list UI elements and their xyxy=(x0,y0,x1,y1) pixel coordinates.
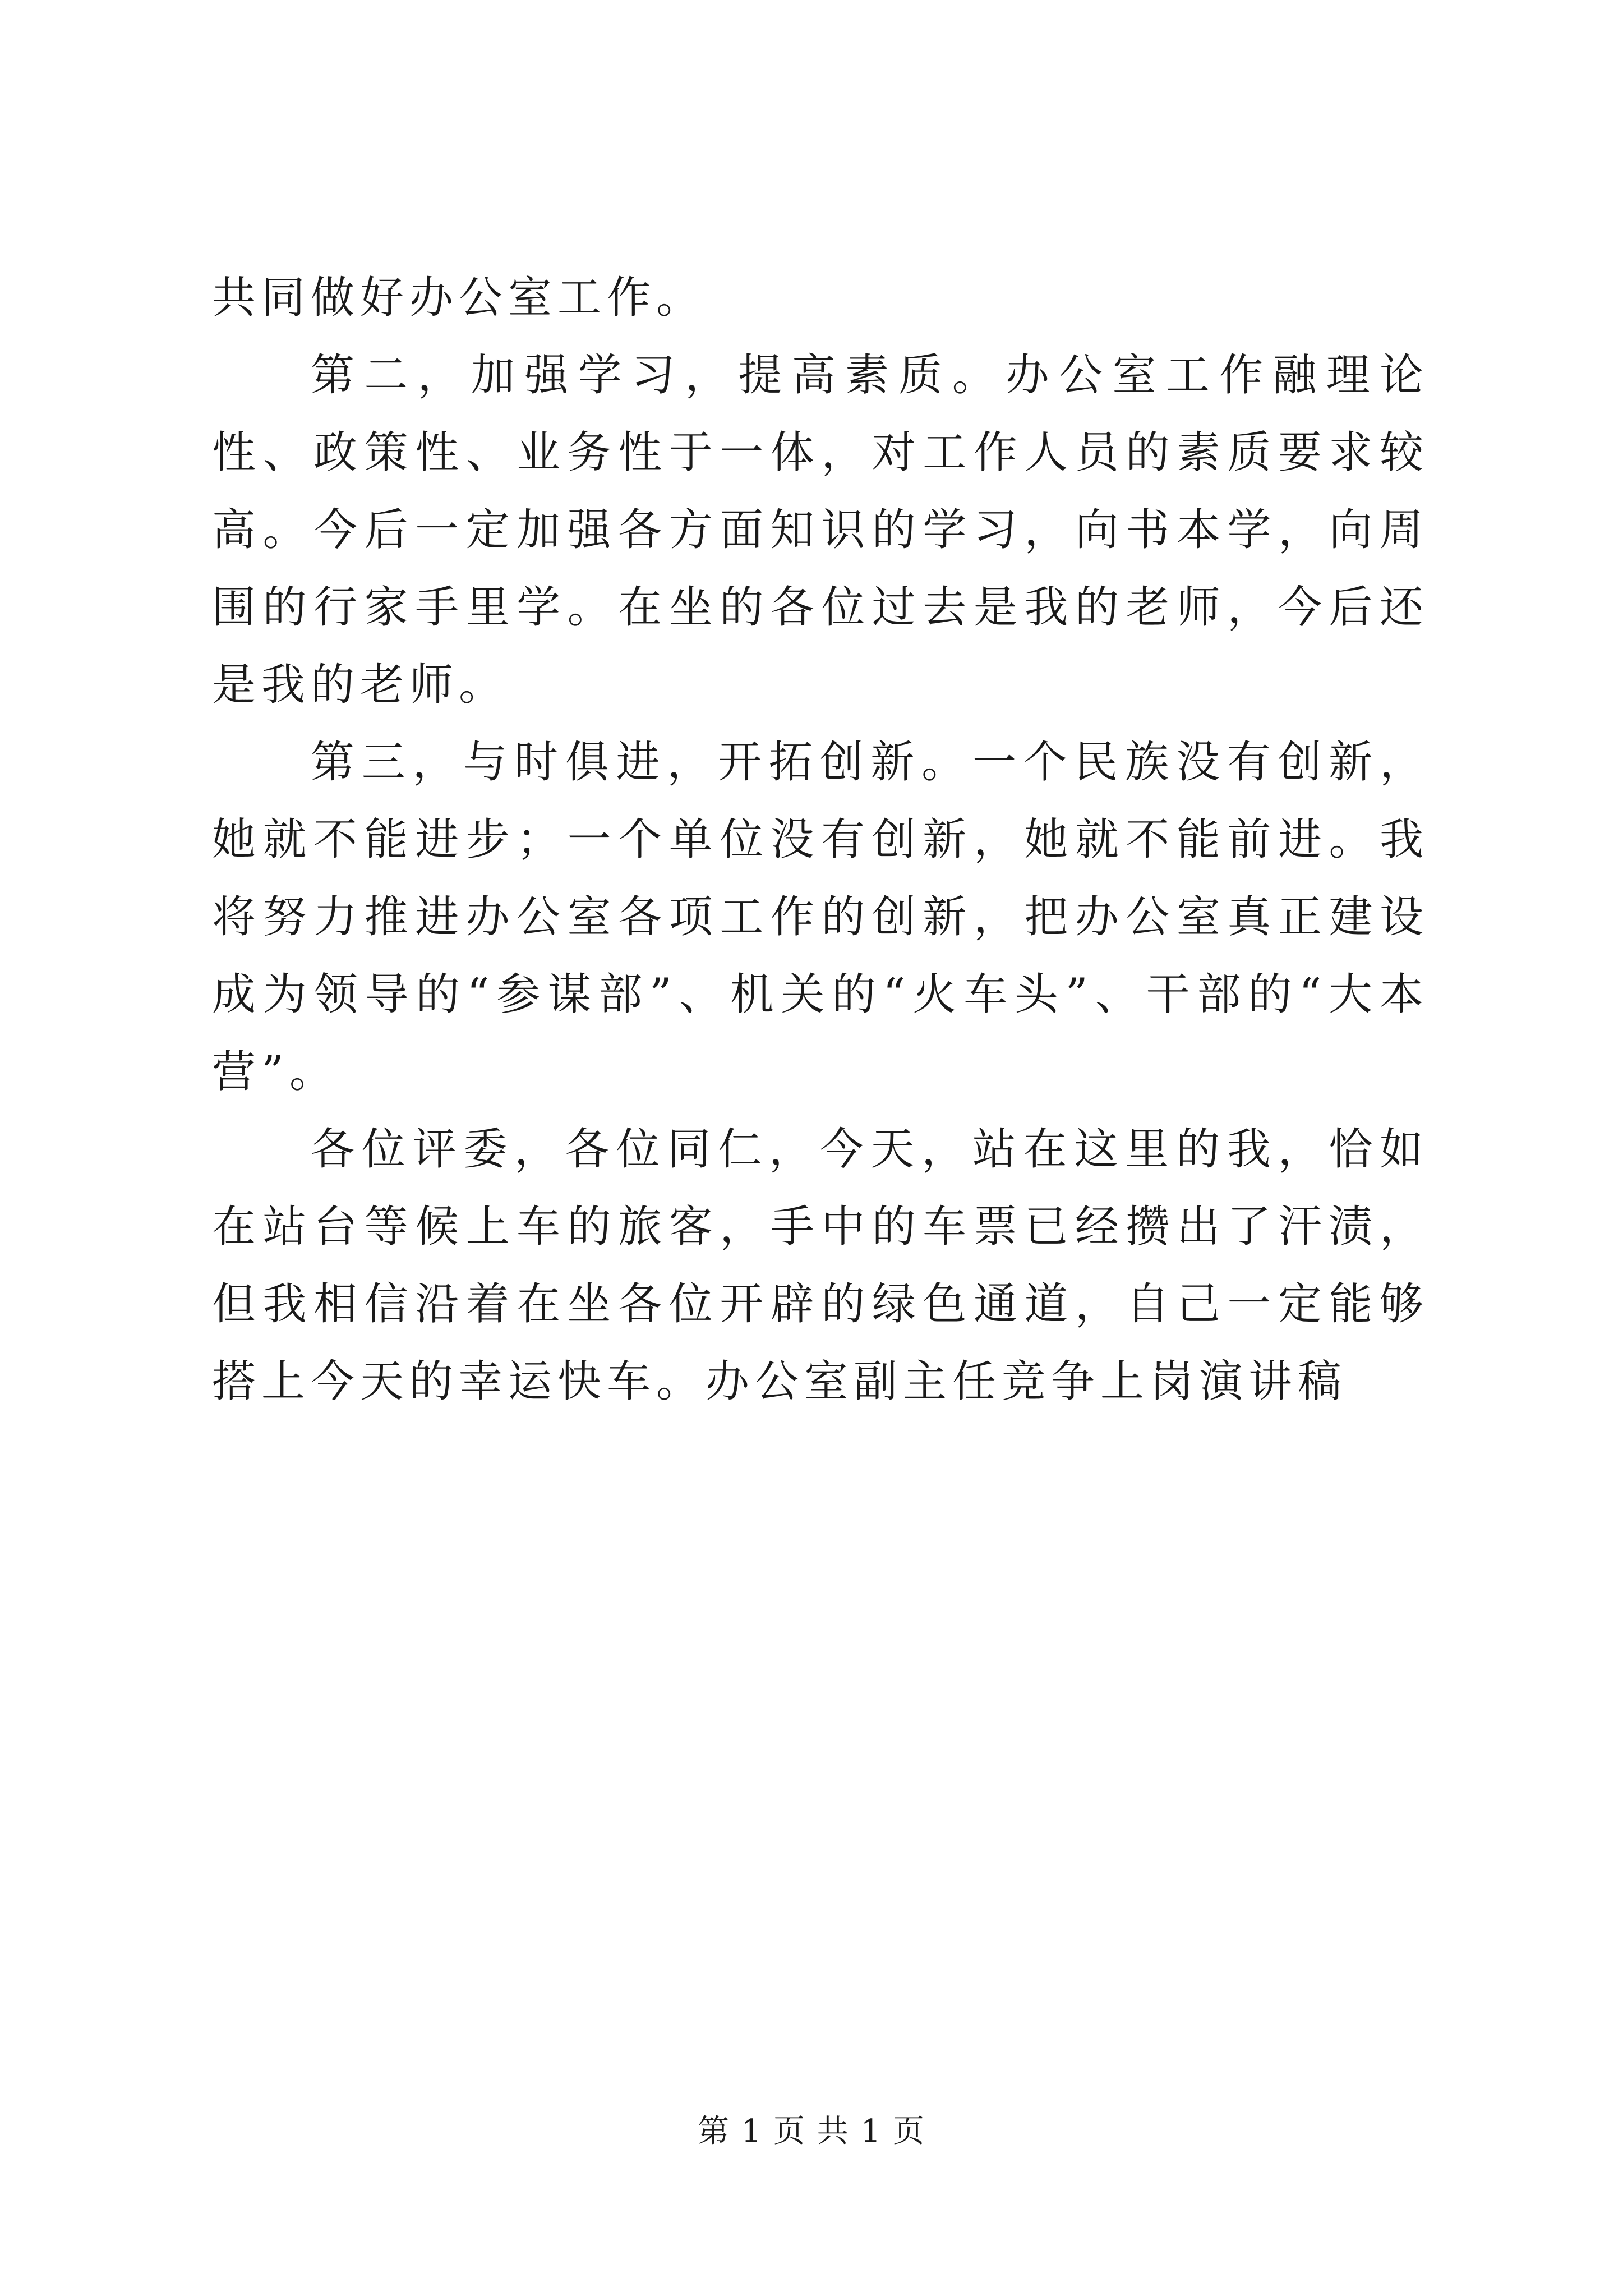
paragraph-continuation: 共同做好办公室工作。 xyxy=(212,273,706,323)
paragraph-innovation: 第三，与时俱进，开拓创新。一个民族没有创新，她就不能进步；一个单位没有创新，她就不能前进。我将努力推进办公室各项工作的创新，把办公室真正建设成为领导的“参谋部”、机关的“火车头”、干部的“大本营”。 xyxy=(212,737,1429,1097)
page-footer: 第 1 页 共 1 页 xyxy=(697,2113,926,2150)
paragraph-closing: 各位评委，各位同仁，今天，站在这里的我，恰如在站台等候上车的旅客，手中的车票已经攒出了汗渍，但我相信沿着在坐各位开辟的绿色通道，自己一定能够搭上今天的幸运快车。办公室副主任竞争上岗演讲稿 xyxy=(212,1124,1429,1407)
paragraph-study: 第二，加强学习，提高素质。办公室工作融理论性、政策性、业务性于一体，对工作人员的素质要求较高。今后一定加强各方面知识的学习，向书本学，向周围的行家手里学。在坐的各位过去是我的老师，今后还是我的老师。 xyxy=(212,350,1429,710)
document-body xyxy=(212,259,1429,1420)
